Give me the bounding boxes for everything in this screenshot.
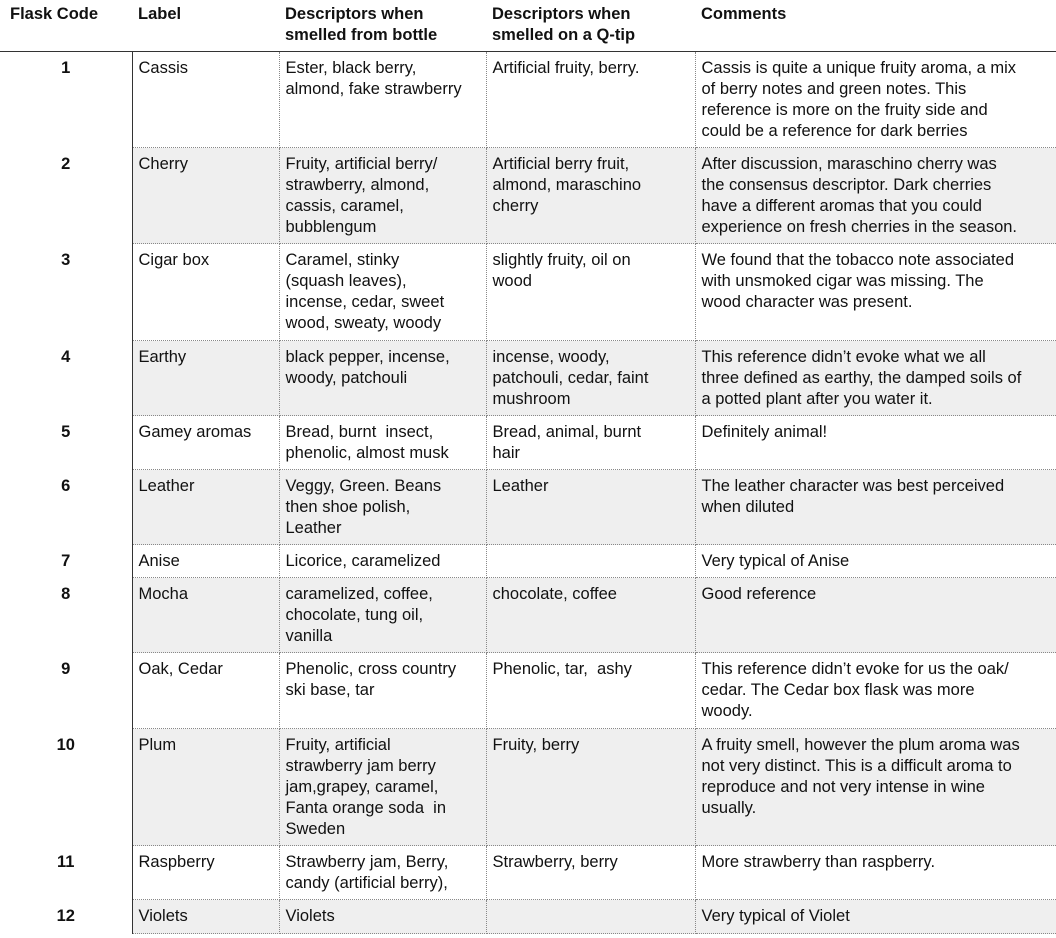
flask-code-cell: 8 bbox=[0, 578, 132, 653]
table-row bbox=[0, 148, 1056, 244]
header-label: Label bbox=[132, 0, 279, 52]
flask-code-cell: 7 bbox=[0, 545, 132, 578]
label-cell: Violets bbox=[132, 900, 279, 934]
bottle-descriptor-cell: Licorice, caramelized bbox=[279, 545, 486, 578]
qtip-descriptor-cell: Artificial berry fruit, almond, maraschino cherry bbox=[486, 148, 695, 244]
comment-cell: Very typical of Violet bbox=[695, 900, 1056, 934]
bottle-descriptor-cell: caramelized, coffee, chocolate, tung oil, vanilla bbox=[279, 578, 486, 653]
comment-cell: This reference didn’t evoke for us the oak/ cedar. The Cedar box flask was more woody. bbox=[695, 653, 1056, 729]
comment-cell: More strawberry than raspberry. bbox=[695, 846, 1056, 900]
flask-code-cell: 10 bbox=[0, 729, 132, 846]
label-cell: Plum bbox=[132, 729, 279, 846]
flask-code-cell: 12 bbox=[0, 900, 132, 934]
bottle-descriptor-cell: Violets bbox=[279, 900, 486, 934]
comment-cell: Very typical of Anise bbox=[695, 545, 1056, 578]
bottle-descriptor-cell: Bread, burnt insect, phenolic, almost musk bbox=[279, 416, 486, 470]
flask-code-cell: 4 bbox=[0, 341, 132, 416]
flask-code-cell: 1 bbox=[0, 52, 132, 148]
table-row bbox=[0, 244, 1056, 341]
header-comments: Comments bbox=[695, 0, 1056, 52]
table-row bbox=[0, 729, 1056, 846]
comment-cell: After discussion, maraschino cherry was the consensus descriptor. Dark cherries have a different aromas that you could experience on fresh cherries in the season. bbox=[695, 148, 1056, 244]
comment-cell: The leather character was best perceived when diluted bbox=[695, 470, 1056, 545]
comment-cell: Definitely animal! bbox=[695, 416, 1056, 470]
qtip-descriptor-cell: Strawberry, berry bbox=[486, 846, 695, 900]
qtip-descriptor-cell: slightly fruity, oil on wood bbox=[486, 244, 695, 341]
flask-code-cell: 2 bbox=[0, 148, 132, 244]
bottle-descriptor-cell: Ester, black berry, almond, fake strawberry bbox=[279, 52, 486, 148]
qtip-descriptor-cell: Fruity, berry bbox=[486, 729, 695, 846]
qtip-descriptor-cell bbox=[486, 545, 695, 578]
table-row bbox=[0, 653, 1056, 729]
comment-cell: Cassis is quite a unique fruity aroma, a mix of berry notes and green notes. This reference is more on the fruity side and could be a reference for dark berries bbox=[695, 52, 1056, 148]
table-row bbox=[0, 341, 1056, 416]
header-flask-code: Flask Code bbox=[0, 0, 132, 52]
flask-code-cell: 3 bbox=[0, 244, 132, 341]
label-cell: Cherry bbox=[132, 148, 279, 244]
table-row bbox=[0, 846, 1056, 900]
qtip-descriptor-cell: Artificial fruity, berry. bbox=[486, 52, 695, 148]
flask-code-cell: 5 bbox=[0, 416, 132, 470]
flask-code-cell: 6 bbox=[0, 470, 132, 545]
bottle-descriptor-cell: Veggy, Green. Beans then shoe polish, Leather bbox=[279, 470, 486, 545]
header-bottle-descriptors: Descriptors when smelled from bottle bbox=[279, 0, 486, 52]
qtip-descriptor-cell: Leather bbox=[486, 470, 695, 545]
table-row bbox=[0, 52, 1056, 148]
label-cell: Cassis bbox=[132, 52, 279, 148]
bottle-descriptor-cell: Caramel, stinky (squash leaves), incense, cedar, sweet wood, sweaty, woody bbox=[279, 244, 486, 341]
qtip-descriptor-cell: chocolate, coffee bbox=[486, 578, 695, 653]
comment-cell: We found that the tobacco note associated with unsmoked cigar was missing. The wood character was present. bbox=[695, 244, 1056, 341]
qtip-descriptor-cell bbox=[486, 900, 695, 934]
comment-cell: A fruity smell, however the plum aroma was not very distinct. This is a difficult aroma to reproduce and not very intense in wine usually. bbox=[695, 729, 1056, 846]
bottle-descriptor-cell: Strawberry jam, Berry, candy (artificial berry), bbox=[279, 846, 486, 900]
label-cell: Earthy bbox=[132, 341, 279, 416]
comment-cell: Good reference bbox=[695, 578, 1056, 653]
label-cell: Raspberry bbox=[132, 846, 279, 900]
table-row bbox=[0, 470, 1056, 545]
header-qtip-descriptors: Descriptors when smelled on a Q-tip bbox=[486, 0, 695, 52]
label-cell: Leather bbox=[132, 470, 279, 545]
label-cell: Oak, Cedar bbox=[132, 653, 279, 729]
qtip-descriptor-cell: Bread, animal, burnt hair bbox=[486, 416, 695, 470]
flask-code-cell: 9 bbox=[0, 653, 132, 729]
table-row bbox=[0, 900, 1056, 934]
flask-code-cell: 11 bbox=[0, 846, 132, 900]
label-cell: Cigar box bbox=[132, 244, 279, 341]
bottle-descriptor-cell: black pepper, incense, woody, patchouli bbox=[279, 341, 486, 416]
bottle-descriptor-cell: Phenolic, cross country ski base, tar bbox=[279, 653, 486, 729]
table-row bbox=[0, 545, 1056, 578]
table-row bbox=[0, 416, 1056, 470]
bottle-descriptor-cell: Fruity, artificial berry/ strawberry, almond, cassis, caramel, bubblengum bbox=[279, 148, 486, 244]
label-cell: Gamey aromas bbox=[132, 416, 279, 470]
label-cell: Anise bbox=[132, 545, 279, 578]
header-row bbox=[0, 0, 1056, 52]
qtip-descriptor-cell: Phenolic, tar, ashy bbox=[486, 653, 695, 729]
qtip-descriptor-cell: incense, woody, patchouli, cedar, faint mushroom bbox=[486, 341, 695, 416]
label-cell: Mocha bbox=[132, 578, 279, 653]
table-row bbox=[0, 578, 1056, 653]
bottle-descriptor-cell: Fruity, artificial strawberry jam berry jam,grapey, caramel, Fanta orange soda in Sweden bbox=[279, 729, 486, 846]
comment-cell: This reference didn’t evoke what we all three defined as earthy, the damped soils of a potted plant after you water it. bbox=[695, 341, 1056, 416]
